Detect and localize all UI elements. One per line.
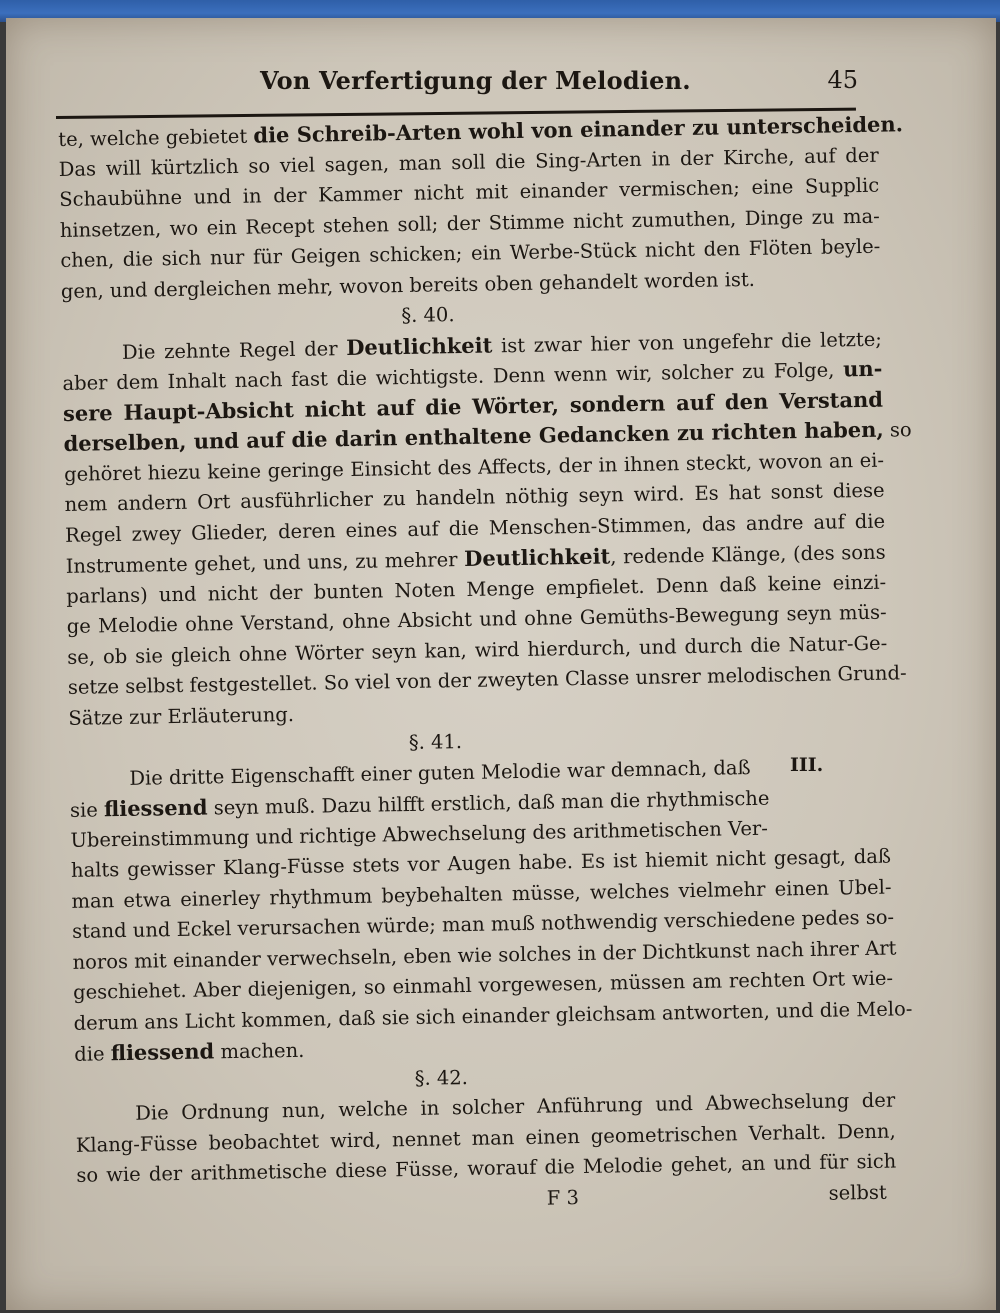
text-run: stand und Eckel verursachen würde; man muß nothwendig verschiedene pedes so- [71,905,895,943]
text-run: chen, die sich nur für Geigen schicken; ein Werbe-Stück nicht den Flöten beyle- [60,234,881,272]
text-run: Klang-Füsse beobachtet wird, nennet man einen geometrischen Verhalt. Denn, [75,1119,896,1157]
text-run: parlans) und nicht der bunten Noten Menge empfielet. Denn daß keine einzi- [66,570,887,608]
text-run: aber dem Inhalt nach fast die wichtigste. Denn wenn wir, solcher zu Folge, [62,358,844,395]
text-run: geschiehet. Aber diejenigen, so einmahl vorgewesen, müssen am rechten Ort wie- [72,966,894,1004]
text-run: gehöret hiezu keine geringe Einsicht des Affects, der in ihnen steckt, wovon an ei- [63,448,885,486]
running-title: Von Verfertigung der Melodien. [260,66,691,95]
text-run: Schaubühne und in der Kammer nicht mit einander vermischen; eine Supplic [59,173,880,211]
text-run: Ubereinstimmung und richtige Abwechselung des arithmetischen Ver- [70,816,768,852]
text-run: derum ans Licht kommen, daß sie sich einander gleichsam antworten, und die Melo- [73,996,913,1035]
text-run: Instrumente gehet, und uns, zu mehrer [65,547,465,578]
text-run: noros mit einander verwechseln, eben wie solches in der Dichtkunst nach ihrer Art [72,935,897,974]
text-run: hinsetzen, wo ein Recept stehen soll; der Stimme nicht zumuthen, Dinge zu ma- [59,204,880,242]
emphasized-text: Deutlichkeit [345,331,493,360]
emphasized-text: Deutlichkeit [463,543,611,571]
emphasized-text: sere Haupt-Absicht nicht auf die Wörter, sondern auf den Verstand [62,386,884,426]
emphasized-text: un- [842,355,883,382]
emphasized-text: die Schreib-Arten wohl von einander zu unterscheiden. [253,111,904,148]
margin-note: III. [790,754,824,776]
catchword: selbst [828,1180,887,1205]
page-header [250,66,860,110]
text-run: Sätze zur Erläuterung. [68,702,295,730]
text-run: gen, und dergleichen mehr, wovon bereits oben gehandelt worden ist. [60,267,756,303]
text-run: machen. [214,1038,305,1064]
text-run: Die zehnte Regel der [121,336,347,364]
text-run: Die dritte Eigenschafft einer guten Melodie war demnach, daß [129,755,751,790]
paragraph-number: §. 40. [401,303,455,328]
text-run: die [74,1042,111,1066]
text-run: man etwa einerley rhythmum beybehalten müsse, welches vielmehr einen Ubel- [71,875,892,913]
text-run: nem andern Ort ausführlicher zu handeln nöthig seyn wird. Es hat sonst diese [64,478,885,516]
text-run: Die Ordnung nun, welche in solcher Anführung und Abwechselung der [135,1088,896,1125]
text-run: so [883,418,912,442]
text-run: te, welche gebietet [58,124,254,151]
emphasized-text: fliessend [110,1038,215,1066]
text-run: so wie der arithmetische diese Füsse, worauf die Melodie gehet, an und für sich [76,1149,897,1187]
page-number: 45 [827,66,858,94]
emphasized-text: fliessend [103,794,208,822]
text-run: setze selbst festgestellet. So viel von der zweyten Classe unsrer melodischen Grund- [67,661,907,699]
paragraph-number: §. 41. [408,730,463,754]
text-run: halts gewisser Klang-Füsse stets vor Augen habe. Es ist hiemit nicht gesagt, daß [70,844,892,882]
text-run: Das will kürtzlich so viel sagen, man soll die Sing-Arten in der Kirche, auf der [58,143,879,181]
text-run: seyn muß. Dazu hilfft erstlich, daß man die rhythmische [207,786,770,820]
text-run: Regel zwey Glieder, deren eines auf die Menschen-Stimmen, das andre auf die [64,509,886,547]
text-run: ist zwar hier von ungefehr die letzte; [492,327,883,357]
text-body [58,110,913,1224]
text-run: se, ob sie gleich ohne Wörter seyn kan, wird hierdurch, und durch die Natur-Ge- [67,631,888,669]
text-run: ge Melodie ohne Verstand, ohne Absicht und ohne Gemüths-Bewegung seyn müs- [66,600,887,638]
printer-signature: F 3 [546,1185,580,1210]
text-run: , redende Klänge, (des sons [610,540,886,569]
paragraph-number: §. 42. [414,1065,469,1090]
emphasized-text: derselben, und auf die darin enthaltene Gedancken zu richten haben, [63,416,884,456]
text-run: sie [69,798,105,822]
